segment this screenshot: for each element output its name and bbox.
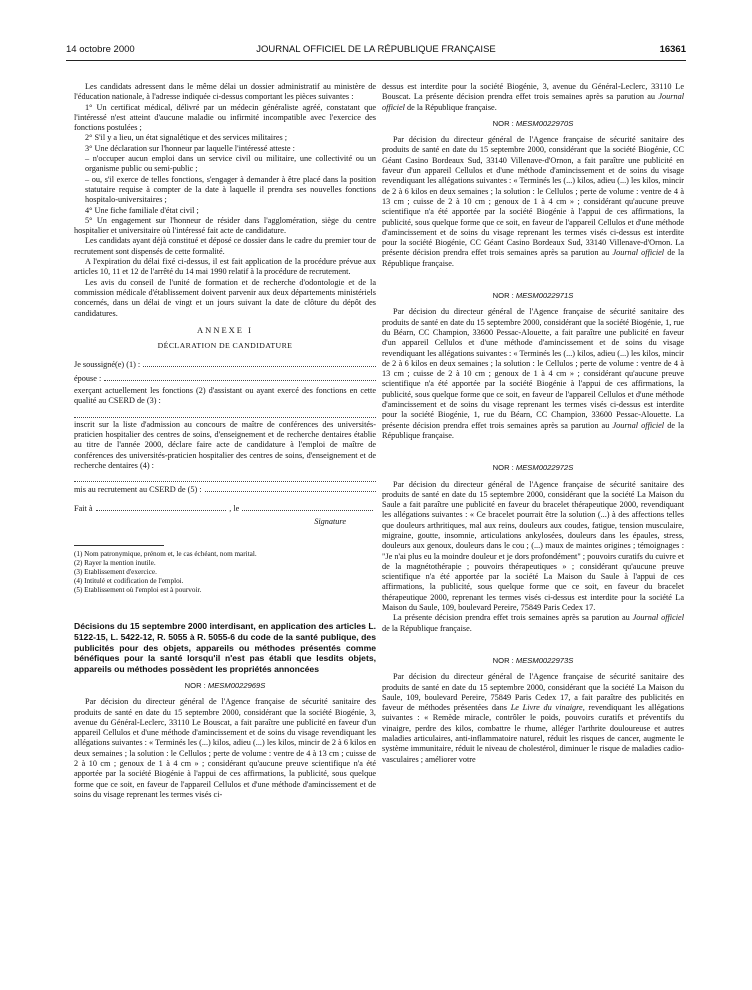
header-rule — [66, 60, 686, 61]
journal-title: JOURNAL OFFICIEL DE LA RÉPUBLIQUE FRANÇAISE — [256, 44, 496, 55]
dotted-fill — [143, 359, 376, 367]
footnote: (5) Etablissement où l'emploi est à pourvoir. — [74, 585, 202, 594]
form-text: inscrit sur la liste d'admission au concours de maître de conférences des universités-praticien hospitalier des centres de soins, d'enseignement et de recherche dentaires établie au titre de l'année 2000, déclare faire acte de candidature à l'emploi de maître de conférences des universités-praticien hospitalier des centres de soins, d'enseignement et de recherche dentaires (4) : — [74, 419, 376, 470]
nor-reference: NOR : MESM0022972S — [492, 463, 574, 473]
form-label: mis au recrutement au CSERD de (5) : — [74, 485, 202, 495]
intro-paragraph: Les candidats adressent dans le même délai un dossier administratif au ministère de l'éducation nationale, à l'adresse indiquée ci-dessus comportant les pièces suivantes : — [74, 82, 376, 102]
page-header — [66, 44, 686, 58]
right-column — [382, 82, 684, 765]
footnote: (1) Nom patronymique, prénom et, le cas échéant, nom marital. — [74, 549, 257, 558]
nor-code: MESM0022969S — [207, 680, 266, 690]
book-title: Le Livre du vinaigre — [510, 703, 583, 713]
nor-reference: NOR : MESM0022970S — [492, 118, 574, 128]
paragraph: Les candidats ayant déjà constitué et déposé ce dossier dans le cadre du premier tour de recrutement sont dispensés de cette formalité. — [74, 236, 376, 256]
decision-paragraph: Par décision du directeur général de l'Agence française de sécurité sanitaire des produits de santé en date du 15 septembre 2000, considérant que la société La Maison du Saule a fait paraître une publicité en faveur du bracelet thérapeutique 2000, revendiquant les allégations suivantes : « Ce bracelet pourrait être la solution (...) à des affections telles que douleurs arthritiques, mal aux reins, douleurs aux coudes, fatigue, tension musculaire, migraine, goutte, insomnie, articulations ankylosées, douleurs dans les épaules, stress, douleurs aux genoux, douleurs dans le cou ; (...) maux de maintes origines ; témoignages : "Je n'ai plus eu la moindre douleur et je dors profondément" ; pouvoirs curatifs du cuivre et de la magnétothérapie ; pouvoirs thérapeutiques » ; considérant qu'aucune preuve scientifique n'a été apportée par la société La Maison du Saule à l'appui de ces affirmations, la publicité, sous quelque forme que ce soit, en faveur du bracelet thérapeutique 2000, reprenant les termes visés ci-dessus est interdite pour la société La Maison du Saule, 109, boulevard Pereire, 75849 Paris Cedex 17. — [382, 479, 684, 613]
dotted-fill — [104, 373, 376, 381]
form-label: Fait à — [74, 504, 93, 514]
dotted-fill — [242, 503, 373, 511]
footnote: (2) Rayer la mention inutile. — [74, 558, 156, 567]
dotted-fill — [205, 484, 376, 492]
form-label: , le — [229, 504, 240, 514]
decision-paragraph: Par décision du directeur général de l'Agence française de sécurité sanitaire des produits de santé en date du 15 septembre 2000, considérant que la société La Maison du Saule, 109, boulevard Pereire, 75849 Paris Cedex 17, a fait paraître des publicités en faveur de méthodes présentées dans Le Livre du vinaigre, revendiquant les allégations suivantes : « Remède miracle, contrôler le poids, pouvoirs curatifs et préventifs du vinaigre, perdre des kilos, combattre le rhume, alléger l'arthrite douloureuse et autres maladies articulaires, anti-inflammatoire naturel, réduit les risques de cancer, augmente le système immunitaire, réduit le niveau de cholestérol, diminuer le risque de maladies cadio-vasculaires ; améliorer votre — [382, 672, 685, 764]
journal-officiel-ref: Journal officiel — [382, 92, 684, 112]
declaration-title: DÉCLARATION DE CANDIDATURE — [157, 341, 293, 351]
decision-continuation: dessus est interdite pour la société Biogénie, 3, avenue du Général-Leclerc, 33110 Le Bouscat. La présente décision prendra effet trois semaines après sa parution au Journal officiel de la République française. — [382, 82, 684, 112]
dotted-fill — [74, 409, 376, 418]
list-item: 2° S'il y a lieu, un état signalétique et des services militaires ; — [85, 133, 288, 143]
nor-code: MESM0022971S — [515, 291, 574, 301]
header-date: 14 octobre 2000 — [66, 44, 135, 55]
form-line-epouse — [74, 373, 376, 384]
section-heading: Décisions du 15 septembre 2000 interdisant, en application des articles L. 5122-15, L. 5422-12, R. 5055 à R. 5055-6 du code de la santé publique, des publicités pour des objets, appareils ou méthodes présentés comme bénéfiques pour la santé lorsqu'il n'est pas établi que lesdits objets, appareils ou méthodes possèdent les propriétés annoncées — [74, 620, 376, 675]
annexe-title: ANNEXE I — [197, 324, 253, 335]
list-item: 1° Un certificat médical, délivré par un médecin généraliste agréé, constatant que l'intéressé n'est atteint d'aucune maladie ou infirmité incompatible avec l'exercice des fonctions postulées ; — [74, 102, 376, 133]
decision-paragraph: Par décision du directeur général de l'Agence française de sécurité sanitaire des produits de santé en date du 15 septembre 2000, considérant que la société Biogénie, CC Géant Casino Bordeaux Sud, 33140 Villenave-d'Ornon, a fait paraître une publicité en faveur d'un appareil Cellulos et d'une méthode d'amincissement et de soins du visage revendiquant les allégations suivantes : « Terminés les (...) kilos, adieu (...) les kilos, mincir de 2 à 6 kilos en deux semaines ; la solution : le Cellulos ; perte de volume : ventre de 4 à 13 cm ; cuisse de 2 à 10 cm ; genoux de 1 à 4 cm » ; considérant qu'aucune preuve scientifique n'a été apportée par la société Biogénie à l'appui de ces affirmations, la publicité, sous quelque forme que ce soit, en faveur de l'appareil Cellulos et d'une méthode d'amincissement et de soins du visage reprenant les termes visés ci-dessus est interdite pour la société Biogénie, CC Géant Casino Bordeaux Sud, 33140 Villenave-d'Ornon. La présente décision prendra effet trois semaines après sa parution au Journal officiel de la République française. — [382, 135, 685, 268]
nor-code: MESM0022972S — [515, 463, 574, 473]
list-item: 3° Une déclaration sur l'honneur par laquelle l'intéressé atteste : — [85, 143, 295, 153]
footnote: (3) Etablissement d'exercice. — [74, 567, 157, 576]
form-line-soussigne — [74, 359, 376, 370]
dotted-fill — [96, 503, 227, 511]
dotted-fill — [74, 473, 376, 482]
form-line-fait — [74, 503, 376, 514]
form-line-mis — [74, 484, 376, 495]
form-label: épouse : — [74, 373, 102, 383]
footnote-rule — [74, 545, 164, 546]
decision-paragraph: Par décision du directeur général de l'Agence française de sécurité sanitaire des produits de santé en date du 15 septembre 2000, considérant que la société Biogénie, 1, rue du Béarn, CC Champion, 33600 Pessac-Alouette, a fait paraître une publicité en faveur d'un appareil Cellulos et d'une méthode d'amincissement et de soins du visage revendiquant les allégations suivantes : « Terminés les (...) kilos, adieu (...) les kilos, mincir de 2 à 6 kilos en deux semaines ; la solution : le Cellulos ; perte de volume : ventre de 4 à 13 cm ; cuisse de 2 à 10 cm ; genoux de 1 à 4 cm » ; considérant qu'aucune preuve scientifique n'a été apportée par la société Biogénie à l'appui de ces affirmations, la publicité, sous quelque forme que ce soit, en faveur de l'appareil Cellulos et d'une méthode d'amincissement et de soins du visage reprenant les termes visés ci-dessus est interdite pour la société Biogénie, 1, rue du Béarn, CC Champion, 33600 Pessac-Alouette. La présente décision prendra effet trois semaines après sa parution au Journal officiel de la République française. — [382, 307, 685, 440]
decision-paragraph: Par décision du directeur général de l'Agence française de sécurité sanitaire des produits de santé en date du 15 septembre 2000, considérant que la société Biogénie, 3, avenue du Général-Leclerc, 33110 Le Bouscat, a fait paraître une publicité en faveur d'un appareil Cellulos et d'une méthode d'amincissement et de soins du visage revendiquant les allégations suivantes : « Terminés les (...) kilos, adieu (...) les kilos, mincir de 2 à 6 kilos en deux semaines ; la solution : le Cellulos ; perte de volume : ventre de 4 à 13 cm ; cuisse de 2 à 10 cm ; genoux de 1 à 4 cm » ; considérant qu'aucune preuve scientifique n'a été apportée par la société Biogénie à l'appui de ces affirmations, la publicité, sous quelque forme que ce soit, en faveur de l'appareil Cellulos et d'une méthode d'amincissement et de soins du visage reprenant les termes visés ci- — [74, 697, 376, 799]
left-column — [74, 82, 376, 800]
footnote: (4) Intitulé et codification de l'emploi. — [74, 576, 184, 585]
nor-reference — [74, 681, 376, 691]
nor-reference: NOR : MESM0022973S — [492, 655, 574, 665]
signature-label: Signature — [314, 516, 346, 526]
list-item: – n'occuper aucun emploi dans un service civil ou militaire, une collectivité ou un organisme public ou semi-public ; — [85, 154, 376, 174]
form-label: Je soussigné(e) (1) : — [74, 360, 141, 370]
list-item: 5° Un engagement sur l'honneur de résider dans l'agglomération, siège du centre hospitalier et universitaire où l'intéressé fait acte de candidature. — [74, 215, 376, 236]
page-number: 16361 — [659, 44, 686, 55]
nor-code: MESM0022973S — [515, 655, 574, 665]
paragraph: A l'expiration du délai fixé ci-dessus, il est fait application de la procédure prévue aux articles 10, 11 et 12 de l'arrêté du 14 mai 1990 relatif à la procédure de recrutement. — [74, 257, 376, 277]
paragraph: Les avis du conseil de l'unité de formation et de recherche d'odontologie et de la commission médicale d'établissement doivent parvenir aux deux départements ministériels concernés, dans un délai de vingt et un jours suivant la date de clôture du dépôt des candidatures. — [74, 277, 376, 318]
nor-code: MESM0022970S — [515, 118, 574, 128]
form-text: exerçant actuellement les fonctions (2) d'assistant ou ayant exercé des fonctions en cette qualité au CSERD de (3) : — [74, 386, 376, 406]
nor-label: NOR : — [184, 680, 206, 690]
decision-paragraph: La présente décision prendra effet trois semaines après sa parution au Journal officiel de la République française. — [382, 613, 684, 633]
list-item: 4° Une fiche familiale d'état civil ; — [85, 205, 199, 215]
list-item: – ou, s'il exerce de telles fonctions, s'engager à demander à être placé dans la position statutaire requise à compter de la date à laquelle il prendra ses nouvelles fonctions hospitalo-universitaires ; — [85, 174, 376, 205]
nor-reference: NOR : MESM0022971S — [492, 291, 574, 301]
